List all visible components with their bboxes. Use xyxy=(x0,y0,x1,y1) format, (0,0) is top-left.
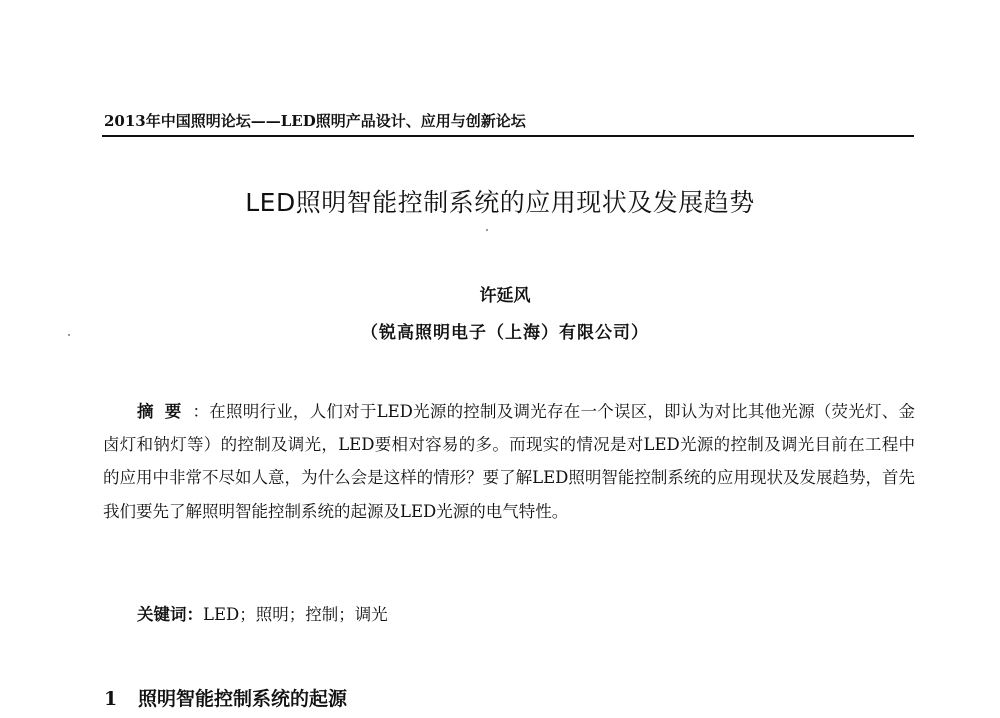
abstract-colon: ： xyxy=(192,402,210,421)
section-heading xyxy=(104,684,347,711)
author-name: 许延风 xyxy=(479,286,531,306)
abstract-label: 摘要 xyxy=(137,402,193,421)
header-rule xyxy=(102,135,914,137)
scan-artifact xyxy=(68,334,70,336)
author-affiliation: （锐高照明电子（上海）有限公司） xyxy=(361,323,649,343)
paper-title: LED照明智能控制系统的应用现状及发展趋势 xyxy=(245,188,755,217)
section-title: 照明智能控制系统的起源 xyxy=(138,688,348,710)
keywords-label: 关键词： xyxy=(137,605,203,624)
keywords-text: LED；照明；控制；调光 xyxy=(203,605,388,624)
running-header: 2013年中国照明论坛——LED照明产品设计、应用与创新论坛 xyxy=(104,112,526,130)
keywords xyxy=(137,601,388,625)
section-number: 1 xyxy=(104,688,118,710)
abstract xyxy=(103,395,915,528)
scan-artifact xyxy=(486,229,488,231)
abstract-text: 在照明行业，人们对于LED光源的控制及调光存在一个误区，即认为对比其他光源（荧光灯、金卤灯和钠灯等）的控制及调光，LED要相对容易的多。而现实的情况是对LED光源的控制及调光目前在工程中的应用中非常不尽如人意，为什么会是这样的情形？要了解LED照明智能控制系统的应用现状及发展趋势，首先我们要先了解照明智能控制系统的起源及LED光源的电气特性。 xyxy=(103,402,916,521)
